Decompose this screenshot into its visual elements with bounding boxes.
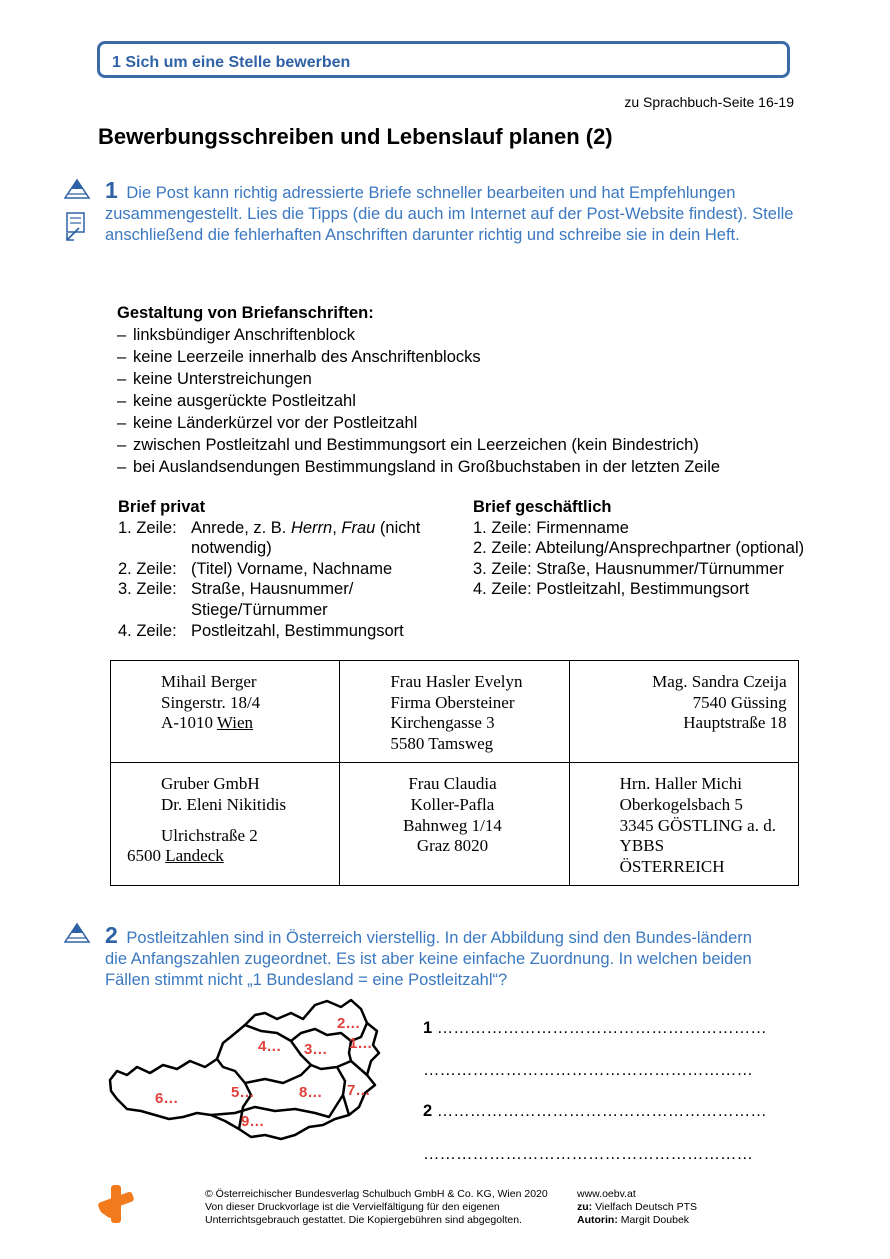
tip-item: – zwischen Postleitzahl und Bestimmungsort ein Leerzeichen (kein Bindestrich) xyxy=(117,434,720,456)
answer-line-1[interactable]: 1 …………………………………………………… xyxy=(423,1019,767,1037)
task-2-text: Postleitzahlen sind in Österreich vierstellig. In der Abbildung sind den Bundes-ländern die Anfangszahlen zugeordnet. Es ist aber keine einfache Zuordnung. In welchen beiden Fällen stimmt nicht „1 Bundesland = eine Postleitzahl“? xyxy=(105,929,752,989)
private-line-4: 4. Zeile: Postleitzahl, Bestimmungsort xyxy=(118,621,404,640)
map-label-1: 1… xyxy=(349,1035,373,1052)
map-label-6: 6… xyxy=(155,1090,179,1107)
address-cell: Frau Claudia Koller-Pafla Bahnweg 1/14 Graz 8020 xyxy=(340,763,569,886)
task-1-number: 1 xyxy=(105,177,118,203)
tip-item: – keine ausgerückte Postleitzahl xyxy=(117,390,720,412)
tip-item: – keine Unterstreichungen xyxy=(117,368,720,390)
task-1 xyxy=(105,177,795,246)
tip-item: – keine Leerzeile innerhalb des Anschriftenblocks xyxy=(117,346,720,368)
business-line: 1. Zeile: Firmenname xyxy=(473,518,629,537)
address-cell: Mihail Berger Singerstr. 18/4 A-1010 Wien xyxy=(111,661,340,763)
tip-item: – keine Länderkürzel vor der Postleitzahl xyxy=(117,412,720,434)
business-letter-block xyxy=(473,497,853,600)
address-table xyxy=(110,660,799,886)
map-label-5: 5… xyxy=(231,1084,255,1101)
publisher-logo xyxy=(98,1185,134,1223)
tips-block xyxy=(117,302,720,478)
business-line: 4. Zeile: Postleitzahl, Bestimmungsort xyxy=(473,580,750,599)
private-heading: Brief privat xyxy=(118,498,206,516)
map-label-7: 7… xyxy=(347,1082,371,1099)
footer-website: www.oebv.at xyxy=(577,1188,636,1200)
notebook-write-icon xyxy=(67,213,84,240)
task-1-text: Die Post kann richtig adressierte Briefe schneller bearbeiten und hat Empfehlungen zusammengestellt. Lies die Tipps (die du auch im Internet auf der Post-Website findest). Stelle anschließend die fehlerhaften Anschriften darunter richtig und schreibe sie in dein Heft. xyxy=(105,184,794,244)
tips-heading: Gestaltung von Briefanschriften: xyxy=(117,304,374,322)
map-label-8: 8… xyxy=(299,1084,323,1101)
task-2-number: 2 xyxy=(105,922,118,948)
business-heading: Brief geschäftlich xyxy=(473,498,612,516)
chapter-banner xyxy=(97,41,790,78)
private-line-2: 2. Zeile: (Titel) Vorname, Nachname xyxy=(118,559,393,578)
task-icons xyxy=(62,178,92,244)
address-cell: Mag. Sandra Czeija 7540 Güssing Hauptstraße 18 xyxy=(569,661,798,763)
footer-copyright: © Österreichischer Bundesverlag Schulbuch GmbH & Co. KG, Wien 2020 Von dieser Druckvorlage ist die Vervielfältigung für den eigenen Unterrichtsgebrauch gestattet. Die Kopiergebühren sind abgegolten. xyxy=(205,1188,548,1226)
austria-map xyxy=(105,995,400,1145)
chapter-label: 1 Sich um eine Stelle bewerben xyxy=(112,54,351,71)
page-reference: zu Sprachbuch-Seite 16-19 xyxy=(624,94,794,110)
private-line-3: 3. Zeile: Straße, Hausnummer/ xyxy=(118,580,354,599)
difficulty-triangle-icon xyxy=(62,922,92,946)
answer-line-2[interactable]: 2 …………………………………………………… xyxy=(423,1102,767,1120)
business-line: 3. Zeile: Straße, Hausnummer/Türnummer xyxy=(473,559,784,578)
private-letter-block: Brief privat 1. Zeile: Anrede, z. B. Herrn, Frau (nicht notwendig) 2. Zeile: (Titel) Vorname, Nachname 3. Zeile: Straße, Hausnummer/ Stiege/Türnummer 4. Zeile: Postleitzahl, Bestimmungsort xyxy=(118,497,458,641)
business-line: 2. Zeile: Abteilung/Ansprechpartner (optional) xyxy=(473,539,805,558)
private-line-1: 1. Zeile: Anrede, z. B. Herrn, Frau (nicht xyxy=(118,518,421,537)
map-label-2: 2… xyxy=(337,1015,361,1032)
tip-item: – linksbündiger Anschriftenblock xyxy=(117,324,720,346)
tip-item: – bei Auslandsendungen Bestimmungsland in Großbuchstaben in der letzten Zeile xyxy=(117,456,720,478)
answer-line-2b[interactable]: …………………………………………………… xyxy=(423,1145,753,1163)
map-label-9: 9… xyxy=(241,1113,265,1130)
difficulty-triangle-icon xyxy=(65,180,89,198)
map-label-3: 3… xyxy=(304,1041,328,1058)
page-title: Bewerbungsschreiben und Lebenslauf planen (2) xyxy=(98,124,613,149)
answer-line-1b[interactable]: …………………………………………………… xyxy=(423,1061,753,1079)
task-2 xyxy=(105,922,765,991)
address-cell: Gruber GmbH Dr. Eleni Nikitidis Ulrichstraße 2 6500 Landeck xyxy=(111,763,340,886)
footer-info: www.oebv.at zu: Vielfach Deutsch PTS Autorin: Margit Doubek xyxy=(577,1188,777,1227)
address-cell: Frau Hasler Evelyn Firma Obersteiner Kirchengasse 3 5580 Tamsweg xyxy=(340,661,569,763)
map-label-4: 4… xyxy=(258,1038,282,1055)
state-border xyxy=(245,1065,311,1083)
address-cell: Hrn. Haller Michi Oberkogelsbach 5 3345 GÖSTLING a. d. YBBS ÖSTERREICH xyxy=(569,763,798,886)
